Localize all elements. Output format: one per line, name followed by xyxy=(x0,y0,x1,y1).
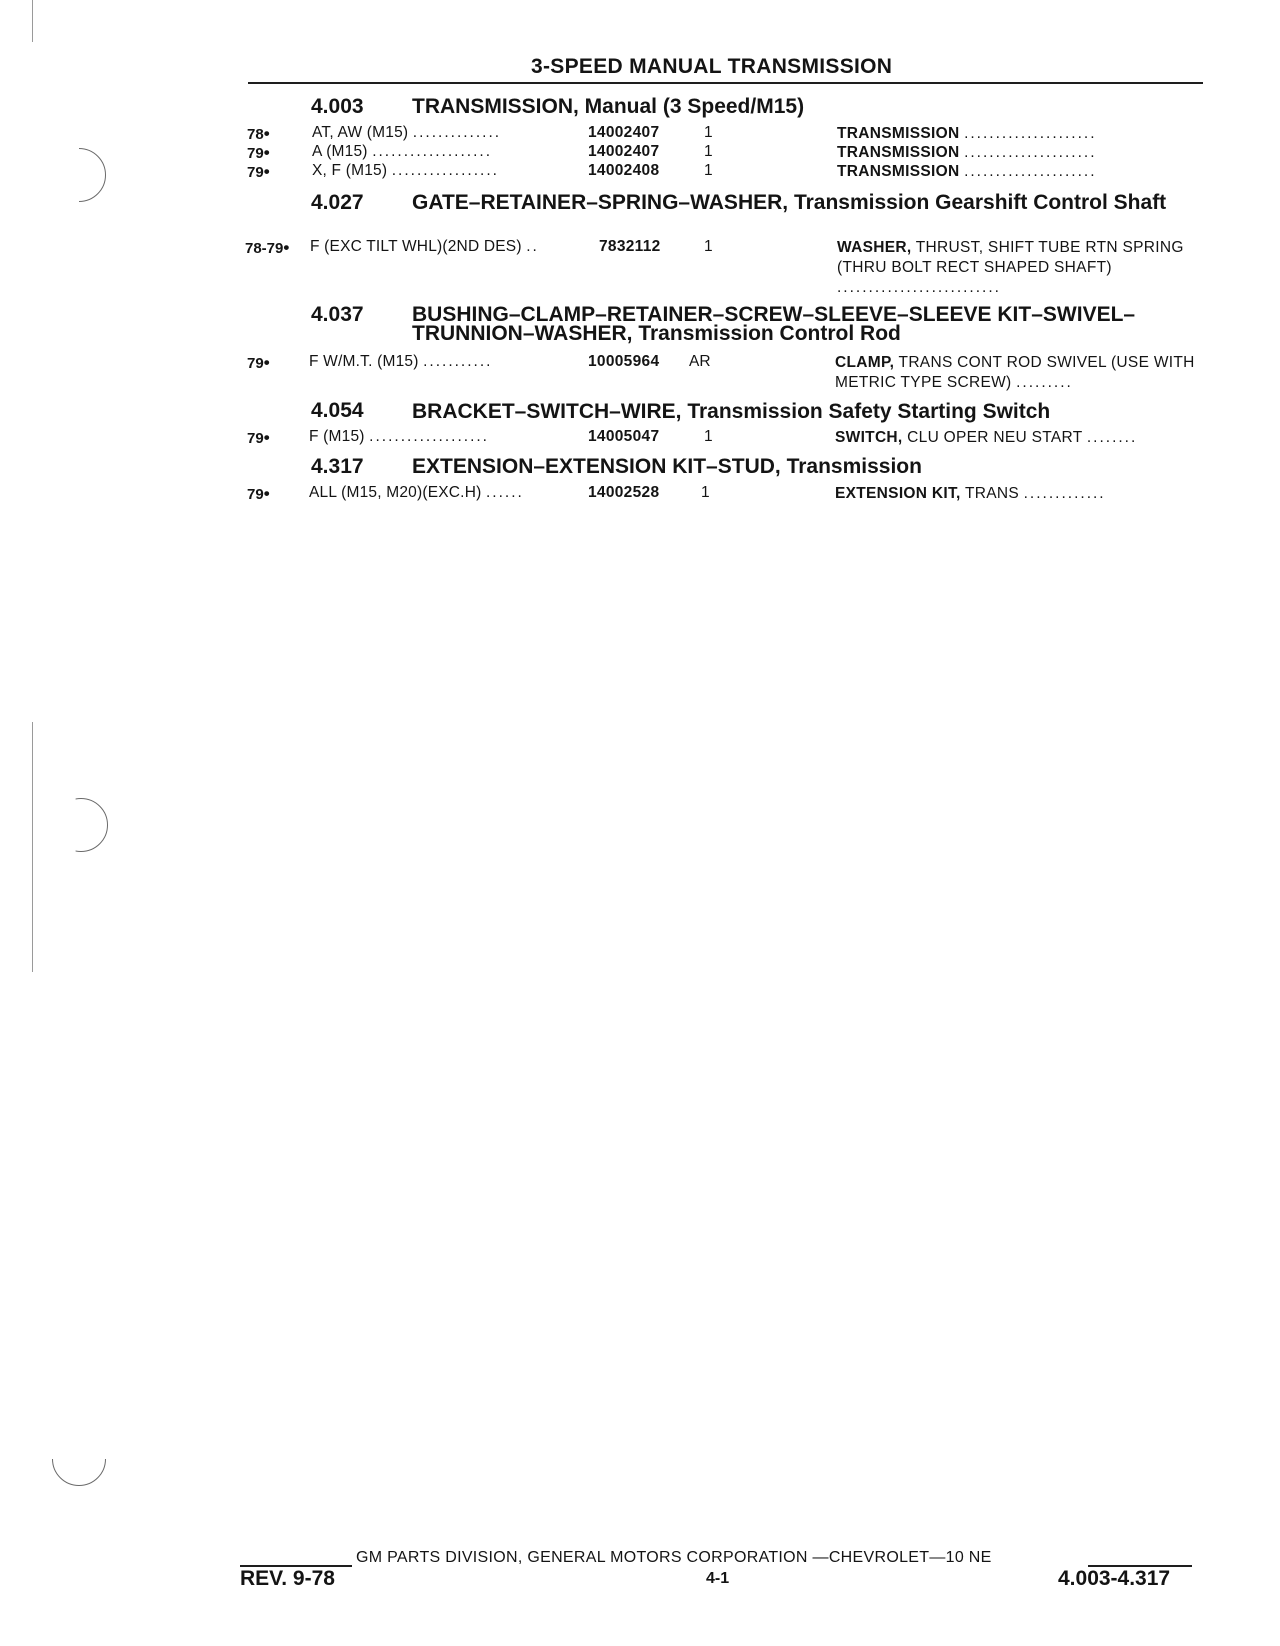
section-number: 4.054 xyxy=(311,399,364,422)
part-description: SWITCH, CLU OPER NEU START ........ xyxy=(835,429,1138,446)
section-title: GATE–RETAINER–SPRING–WASHER, Transmission Gearshift Control Shaft xyxy=(412,191,1167,214)
part-description: TRANSMISSION ..................... xyxy=(837,125,1097,142)
binder-hole-top xyxy=(52,148,106,202)
left-margin-mark xyxy=(32,722,33,972)
section-number: 4.003 xyxy=(311,95,364,118)
part-number: 14002407 xyxy=(588,143,660,160)
part-number: 14005047 xyxy=(588,428,660,445)
model-year: 79• xyxy=(247,353,270,372)
section-title: TRANSMISSION, Manual (3 Speed/M15) xyxy=(412,95,805,118)
revision-label: REV. 9-78 xyxy=(240,1567,335,1590)
quantity: AR xyxy=(689,353,711,370)
part-description: TRANSMISSION ..................... xyxy=(837,144,1097,161)
part-number: 10005964 xyxy=(588,353,660,370)
model-year: 79• xyxy=(247,484,270,503)
quantity: 1 xyxy=(704,162,713,179)
section-title: BUSHING–CLAMP–RETAINER–SCREW–SLEEVE–SLEEVE KIT–SWIVEL–TRUNNION–WASHER, Transmission Control Rod xyxy=(412,303,1136,345)
application: AT, AW (M15) .............. xyxy=(312,124,502,141)
section-title: EXTENSION–EXTENSION KIT–STUD, Transmission xyxy=(412,455,922,478)
part-number: 7832112 xyxy=(599,238,661,255)
quantity: 1 xyxy=(701,484,710,501)
part-description: WASHER, THRUST, SHIFT TUBE RTN SPRING (THRU BOLT RECT SHAPED SHAFT) .......................... xyxy=(837,239,1184,296)
application: X, F (M15) ................. xyxy=(312,162,499,179)
quantity: 1 xyxy=(704,143,713,160)
model-year: 79• xyxy=(247,143,270,162)
quantity: 1 xyxy=(704,124,713,141)
quantity: 1 xyxy=(704,428,713,445)
part-number: 14002407 xyxy=(588,124,660,141)
model-year: 79• xyxy=(247,428,270,447)
section-title: BRACKET–SWITCH–WIRE, Transmission Safety Starting Switch xyxy=(412,400,1051,423)
model-year: 78-79• xyxy=(245,238,290,257)
quantity: 1 xyxy=(704,238,713,255)
page-title: 3-SPEED MANUAL TRANSMISSION xyxy=(531,55,893,78)
binder-hole-middle xyxy=(54,798,108,852)
title-rule xyxy=(248,82,1203,84)
section-number: 4.027 xyxy=(311,191,364,214)
part-description: CLAMP, TRANS CONT ROD SWIVEL (USE WITH METRIC TYPE SCREW) ......... xyxy=(835,354,1195,391)
left-margin-mark xyxy=(32,0,33,42)
application: F W/M.T. (M15) ........... xyxy=(309,353,493,370)
application: A (M15) ................... xyxy=(312,143,493,160)
part-number: 14002408 xyxy=(588,162,660,179)
section-range: 4.003-4.317 xyxy=(1058,1567,1171,1590)
part-description: TRANSMISSION ..................... xyxy=(837,163,1097,180)
model-year: 78• xyxy=(247,124,270,143)
footer-division: GM PARTS DIVISION, GENERAL MOTORS CORPORATION —CHEVROLET—10 NE xyxy=(356,1549,992,1566)
model-year: 79• xyxy=(247,162,270,181)
application: F (M15) ................... xyxy=(309,428,489,445)
application: ALL (M15, M20)(EXC.H) ...... xyxy=(309,484,524,501)
page-number: 4-1 xyxy=(706,1570,730,1587)
binder-hole-bottom xyxy=(52,1432,106,1486)
part-description: EXTENSION KIT, TRANS ............. xyxy=(835,485,1106,502)
section-number: 4.037 xyxy=(311,303,364,326)
part-number: 14002528 xyxy=(588,484,660,501)
application: F (EXC TILT WHL)(2ND DES) .. xyxy=(310,238,539,255)
section-number: 4.317 xyxy=(311,455,364,478)
